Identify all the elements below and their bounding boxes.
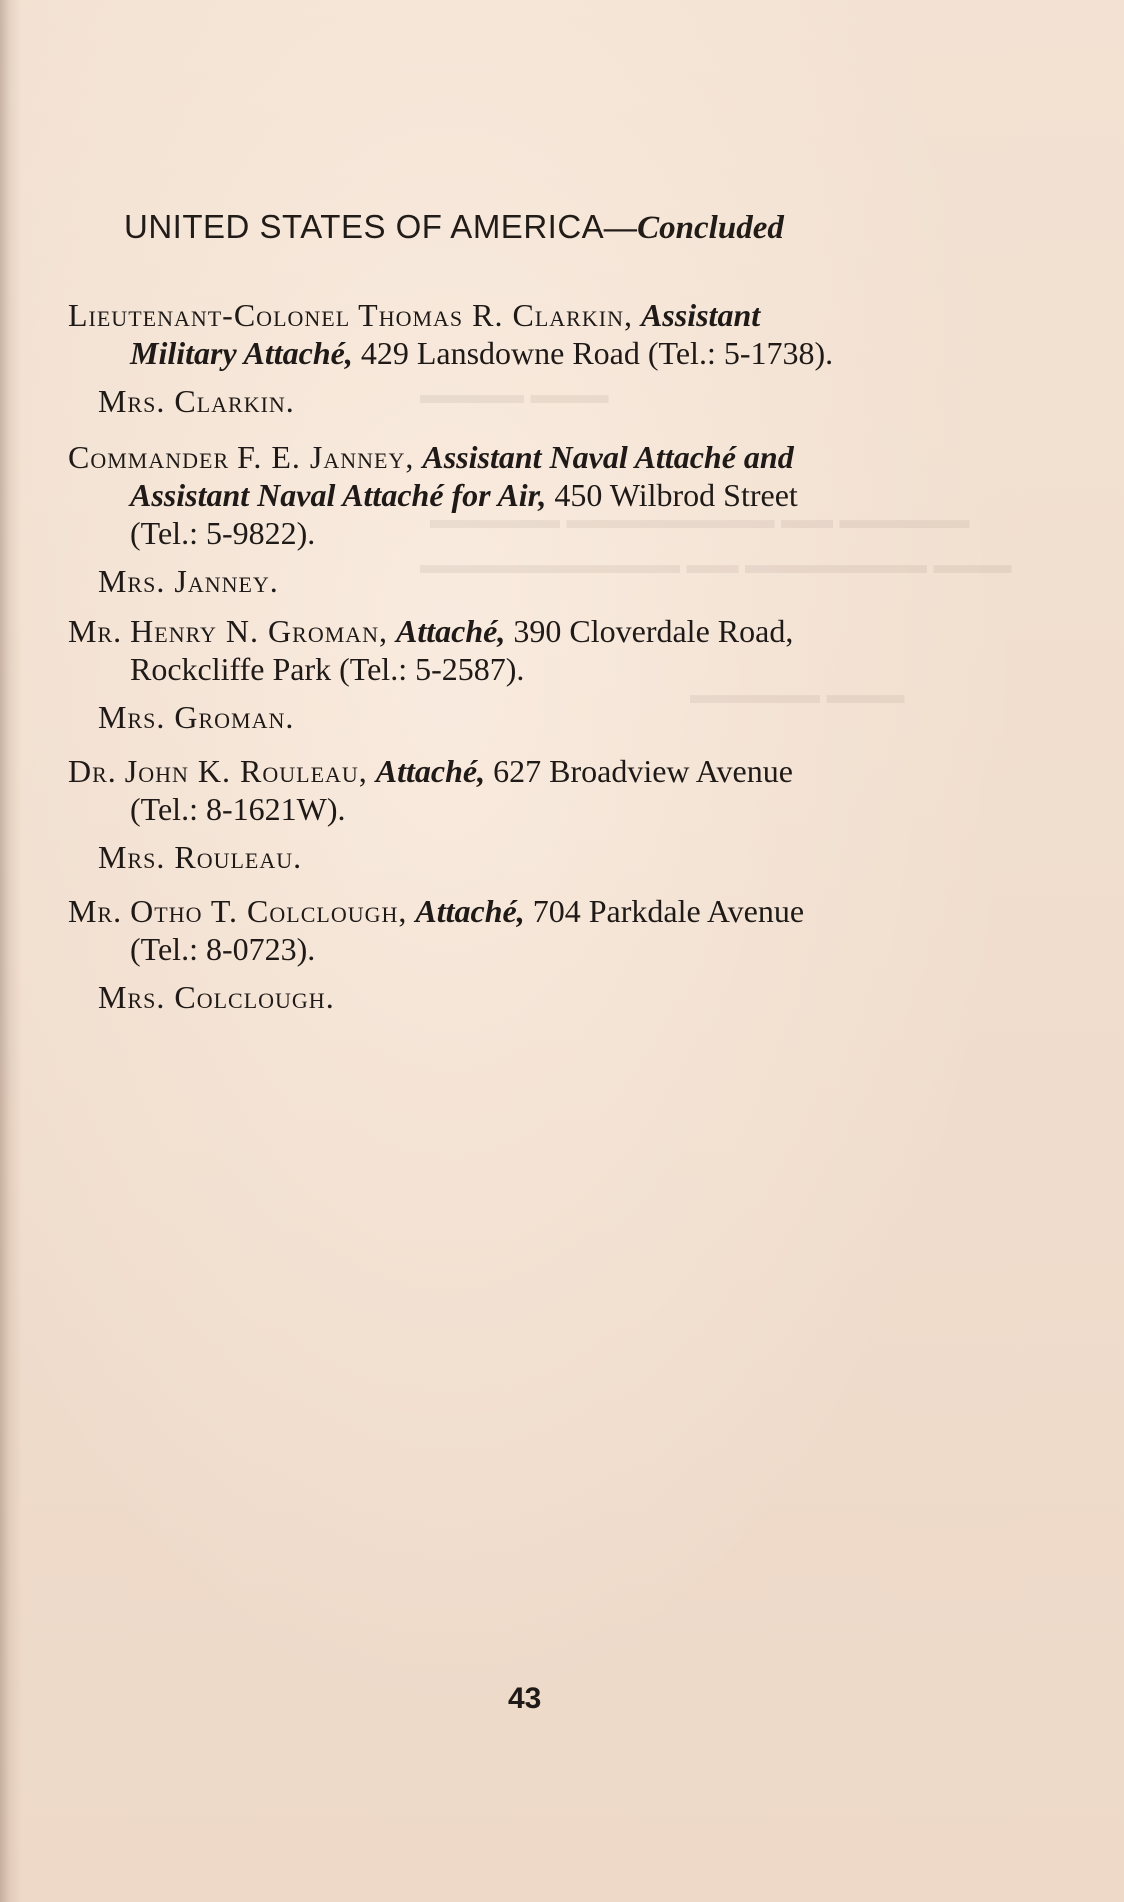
honorific: Mr. bbox=[68, 893, 123, 929]
position-title: Attaché, bbox=[415, 893, 525, 929]
spouse-name: Mrs. Groman. bbox=[98, 699, 295, 735]
entry-line bbox=[68, 612, 973, 650]
position-title: Military Attaché, bbox=[130, 335, 353, 371]
page-number: 43 bbox=[508, 1682, 542, 1715]
honorific: Commander bbox=[68, 439, 230, 475]
telephone: (Tel.: 8-0723). bbox=[130, 931, 316, 967]
telephone: (Tel.: 5-9822). bbox=[130, 515, 316, 551]
directory-entry bbox=[68, 438, 973, 600]
entry-line bbox=[68, 752, 973, 790]
address: 429 Lansdowne Road (Tel.: 5-1738). bbox=[360, 335, 834, 371]
position-title: Assistant Naval Attaché and bbox=[422, 439, 794, 475]
heading-suffix: —Concluded bbox=[604, 210, 784, 246]
spouse-name: Mrs. Clarkin. bbox=[98, 383, 295, 419]
address: 450 Wilbrod Street bbox=[554, 477, 798, 513]
bleed-through-decoration: ▬▬▬▬▬ ▬▬ ▬▬▬▬▬▬▬▬ ▬▬▬▬▬ bbox=[430, 505, 970, 534]
honorific: Dr. bbox=[68, 753, 117, 789]
person-name: Thomas R. Clarkin, bbox=[358, 297, 633, 333]
position-title: Attaché, bbox=[375, 753, 486, 789]
entry-line bbox=[68, 892, 973, 930]
address: 390 Cloverdale Road, bbox=[513, 613, 794, 649]
bleed-through-decoration: ▬▬▬ ▬▬▬▬▬ bbox=[690, 680, 905, 709]
spouse-name: Mrs. Colclough. bbox=[98, 979, 335, 1015]
directory-entry bbox=[68, 892, 973, 1016]
spouse-name: Mrs. Rouleau. bbox=[98, 839, 303, 875]
entry-line bbox=[68, 296, 973, 334]
heading-title: UNITED STATES OF AMERICA bbox=[124, 208, 605, 245]
address: 627 Broadview Avenue bbox=[493, 753, 793, 789]
honorific: Lieutenant-Colonel bbox=[68, 297, 351, 333]
spouse-name: Mrs. Janney. bbox=[98, 563, 279, 599]
entry-line bbox=[68, 476, 973, 514]
address: 704 Parkdale Avenue bbox=[532, 893, 805, 929]
position-title: Attaché, bbox=[396, 613, 506, 649]
telephone: (Tel.: 8-1621W). bbox=[130, 791, 346, 827]
binding-shadow bbox=[0, 0, 22, 1902]
person-name: Henry N. Groman, bbox=[130, 613, 389, 649]
entry-line bbox=[68, 438, 973, 476]
person-name: John K. Rouleau, bbox=[124, 753, 368, 789]
bleed-through-decoration: ▬▬▬ ▬▬▬▬ bbox=[420, 380, 609, 409]
person-name: F. E. Janney, bbox=[237, 439, 415, 475]
position-title: Assistant Naval Attaché for Air, bbox=[130, 477, 547, 513]
entry-line bbox=[68, 334, 973, 372]
bleed-through-decoration: ▬▬▬ ▬▬▬▬▬▬▬ ▬▬ ▬▬▬▬▬▬▬▬▬▬ bbox=[420, 550, 1012, 579]
position-title: Assistant bbox=[640, 297, 761, 333]
page-heading bbox=[124, 208, 784, 247]
directory-entry bbox=[68, 752, 973, 876]
honorific: Mr. bbox=[68, 613, 123, 649]
address-line-2: Rockcliffe Park (Tel.: 5-2587). bbox=[130, 651, 525, 687]
person-name: Otho T. Colclough, bbox=[130, 893, 408, 929]
directory-entry bbox=[68, 296, 973, 420]
directory-entry bbox=[68, 612, 973, 736]
